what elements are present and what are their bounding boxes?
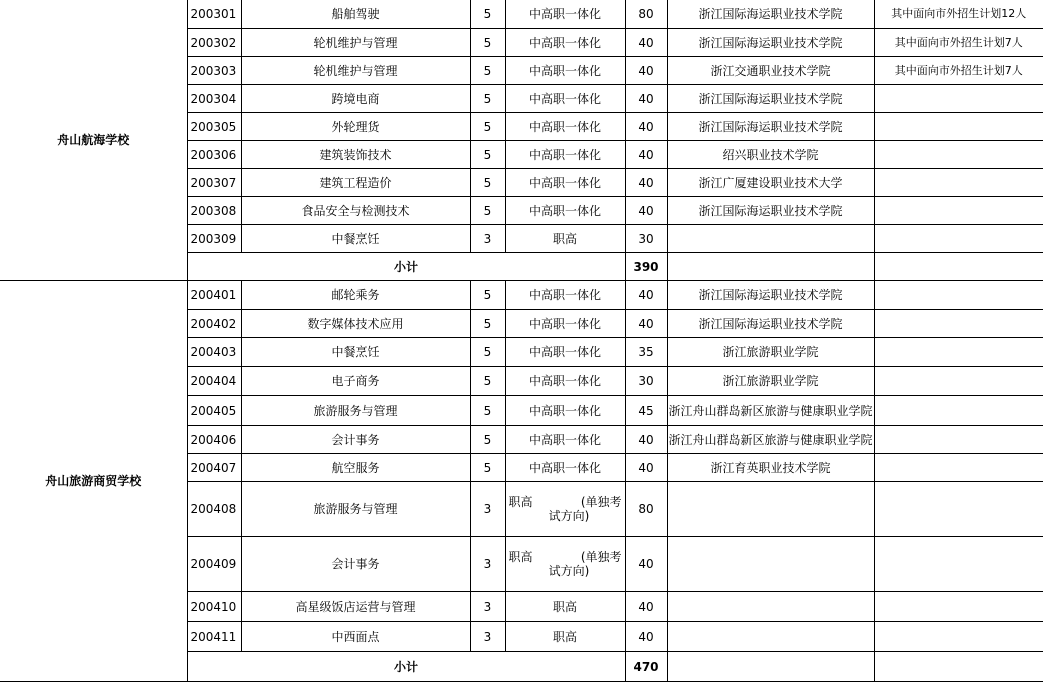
- note: [874, 396, 1043, 426]
- partner-college: [667, 225, 874, 253]
- program-type: 中高职一体化: [505, 367, 625, 396]
- empty-cell: [874, 652, 1043, 682]
- note: [874, 482, 1043, 537]
- study-years: 5: [470, 454, 505, 482]
- partner-college: 浙江舟山群岛新区旅游与健康职业学院: [667, 396, 874, 426]
- major-name: 船舶驾驶: [241, 0, 470, 29]
- note: [874, 367, 1043, 396]
- major-code: 200305: [187, 113, 241, 141]
- subtotal-label: 小计: [187, 253, 625, 281]
- study-years: 5: [470, 367, 505, 396]
- major-name: 中西面点: [241, 622, 470, 652]
- program-type: 中高职一体化: [505, 396, 625, 426]
- plan-count: 80: [625, 482, 667, 537]
- partner-college: 浙江育英职业技术学院: [667, 454, 874, 482]
- plan-count: 40: [625, 141, 667, 169]
- partner-college: [667, 592, 874, 622]
- note: [874, 454, 1043, 482]
- program-type: 中高职一体化: [505, 0, 625, 29]
- study-years: 5: [470, 29, 505, 57]
- major-name: 航空服务: [241, 454, 470, 482]
- program-type-direction-cont: 试方向): [548, 509, 590, 523]
- program-type-direction: (单独考: [580, 495, 622, 509]
- study-years: 5: [470, 310, 505, 338]
- note: [874, 338, 1043, 367]
- major-name: 中餐烹饪: [241, 225, 470, 253]
- major-name: 邮轮乘务: [241, 281, 470, 310]
- plan-count: 40: [625, 592, 667, 622]
- plan-count: 40: [625, 197, 667, 225]
- program-type: [505, 537, 625, 592]
- study-years: 5: [470, 281, 505, 310]
- major-code: 200303: [187, 57, 241, 85]
- empty-cell: [874, 253, 1043, 281]
- table-row: [0, 0, 1043, 29]
- plan-count: 45: [625, 396, 667, 426]
- plan-count: 40: [625, 281, 667, 310]
- study-years: 3: [470, 622, 505, 652]
- major-code: 200409: [187, 537, 241, 592]
- partner-college: 浙江交通职业技术学院: [667, 57, 874, 85]
- program-type: 中高职一体化: [505, 113, 625, 141]
- study-years: 5: [470, 396, 505, 426]
- study-years: 5: [470, 169, 505, 197]
- major-code: 200309: [187, 225, 241, 253]
- plan-count: 30: [625, 225, 667, 253]
- major-name: 会计事务: [241, 426, 470, 454]
- plan-count: 40: [625, 169, 667, 197]
- partner-college: 浙江国际海运职业技术学院: [667, 310, 874, 338]
- partner-college: [667, 537, 874, 592]
- program-type: 中高职一体化: [505, 197, 625, 225]
- major-code: 200301: [187, 0, 241, 29]
- note: [874, 622, 1043, 652]
- note: [874, 169, 1043, 197]
- major-name: 轮机维护与管理: [241, 29, 470, 57]
- plan-count: 40: [625, 310, 667, 338]
- major-name: 会计事务: [241, 537, 470, 592]
- major-code: 200408: [187, 482, 241, 537]
- note: 其中面向市外招生计划12人: [874, 0, 1043, 29]
- plan-count: 40: [625, 426, 667, 454]
- major-code: 200307: [187, 169, 241, 197]
- note: [874, 141, 1043, 169]
- major-name: 食品安全与检测技术: [241, 197, 470, 225]
- major-code: 200404: [187, 367, 241, 396]
- partner-college: 浙江国际海运职业技术学院: [667, 85, 874, 113]
- major-name: 外轮理货: [241, 113, 470, 141]
- partner-college: 浙江舟山群岛新区旅游与健康职业学院: [667, 426, 874, 454]
- major-name: 旅游服务与管理: [241, 396, 470, 426]
- note: [874, 85, 1043, 113]
- major-code: 200406: [187, 426, 241, 454]
- study-years: 3: [470, 592, 505, 622]
- program-type: 中高职一体化: [505, 29, 625, 57]
- plan-count: 40: [625, 622, 667, 652]
- plan-count: 35: [625, 338, 667, 367]
- program-type: 中高职一体化: [505, 310, 625, 338]
- school-name: 舟山旅游商贸学校: [0, 281, 187, 682]
- program-type: 中高职一体化: [505, 169, 625, 197]
- partner-college: 浙江国际海运职业技术学院: [667, 113, 874, 141]
- subtotal-label: 小计: [187, 652, 625, 682]
- study-years: 3: [470, 482, 505, 537]
- empty-cell: [667, 652, 874, 682]
- program-type-direction-cont: 试方向): [548, 564, 590, 578]
- program-type: 职高: [505, 225, 625, 253]
- study-years: 3: [470, 225, 505, 253]
- major-code: 200304: [187, 85, 241, 113]
- program-type: [505, 482, 625, 537]
- program-type-main: 职高: [508, 550, 533, 564]
- major-code: 200402: [187, 310, 241, 338]
- study-years: 5: [470, 426, 505, 454]
- note: [874, 310, 1043, 338]
- major-code: 200411: [187, 622, 241, 652]
- major-code: 200405: [187, 396, 241, 426]
- plan-count: 40: [625, 454, 667, 482]
- partner-college: 浙江国际海运职业技术学院: [667, 281, 874, 310]
- partner-college: 浙江国际海运职业技术学院: [667, 0, 874, 29]
- study-years: 5: [470, 141, 505, 169]
- study-years: 5: [470, 85, 505, 113]
- partner-college: 浙江旅游职业学院: [667, 338, 874, 367]
- table-row: [0, 281, 1043, 310]
- study-years: 3: [470, 537, 505, 592]
- note: [874, 197, 1043, 225]
- major-code: 200407: [187, 454, 241, 482]
- major-name: 中餐烹饪: [241, 338, 470, 367]
- plan-count: 30: [625, 367, 667, 396]
- program-type-direction: (单独考: [580, 550, 622, 564]
- program-type-main: 职高: [508, 495, 533, 509]
- study-years: 5: [470, 113, 505, 141]
- partner-college: 浙江旅游职业学院: [667, 367, 874, 396]
- major-code: 200308: [187, 197, 241, 225]
- major-name: 电子商务: [241, 367, 470, 396]
- major-name: 数字媒体技术应用: [241, 310, 470, 338]
- note: 其中面向市外招生计划7人: [874, 29, 1043, 57]
- program-type: 中高职一体化: [505, 85, 625, 113]
- note: [874, 113, 1043, 141]
- major-code: 200401: [187, 281, 241, 310]
- partner-college: 浙江广厦建设职业技术大学: [667, 169, 874, 197]
- plan-count: 40: [625, 85, 667, 113]
- note: [874, 225, 1043, 253]
- program-type: 中高职一体化: [505, 426, 625, 454]
- note: 其中面向市外招生计划7人: [874, 57, 1043, 85]
- major-name: 轮机维护与管理: [241, 57, 470, 85]
- note: [874, 281, 1043, 310]
- major-code: 200410: [187, 592, 241, 622]
- program-type: 中高职一体化: [505, 281, 625, 310]
- note: [874, 426, 1043, 454]
- major-name: 旅游服务与管理: [241, 482, 470, 537]
- empty-cell: [667, 253, 874, 281]
- plan-count: 40: [625, 113, 667, 141]
- partner-college: 浙江国际海运职业技术学院: [667, 197, 874, 225]
- major-code: 200403: [187, 338, 241, 367]
- study-years: 5: [470, 338, 505, 367]
- program-type: 职高: [505, 622, 625, 652]
- major-name: 建筑装饰技术: [241, 141, 470, 169]
- program-type: 中高职一体化: [505, 141, 625, 169]
- partner-college: [667, 482, 874, 537]
- school-name: 舟山航海学校: [0, 0, 187, 281]
- study-years: 5: [470, 0, 505, 29]
- major-code: 200302: [187, 29, 241, 57]
- program-type: 中高职一体化: [505, 338, 625, 367]
- plan-count: 40: [625, 57, 667, 85]
- subtotal-value: 470: [625, 652, 667, 682]
- major-name: 高星级饭店运营与管理: [241, 592, 470, 622]
- partner-college: 绍兴职业技术学院: [667, 141, 874, 169]
- major-name: 跨境电商: [241, 85, 470, 113]
- subtotal-value: 390: [625, 253, 667, 281]
- program-type: 职高: [505, 592, 625, 622]
- study-years: 5: [470, 57, 505, 85]
- plan-count: 40: [625, 537, 667, 592]
- major-name: 建筑工程造价: [241, 169, 470, 197]
- note: [874, 592, 1043, 622]
- major-code: 200306: [187, 141, 241, 169]
- partner-college: [667, 622, 874, 652]
- partner-college: 浙江国际海运职业技术学院: [667, 29, 874, 57]
- program-type: 中高职一体化: [505, 454, 625, 482]
- plan-count: 80: [625, 0, 667, 29]
- study-years: 5: [470, 197, 505, 225]
- note: [874, 537, 1043, 592]
- plan-count: 40: [625, 29, 667, 57]
- program-type: 中高职一体化: [505, 57, 625, 85]
